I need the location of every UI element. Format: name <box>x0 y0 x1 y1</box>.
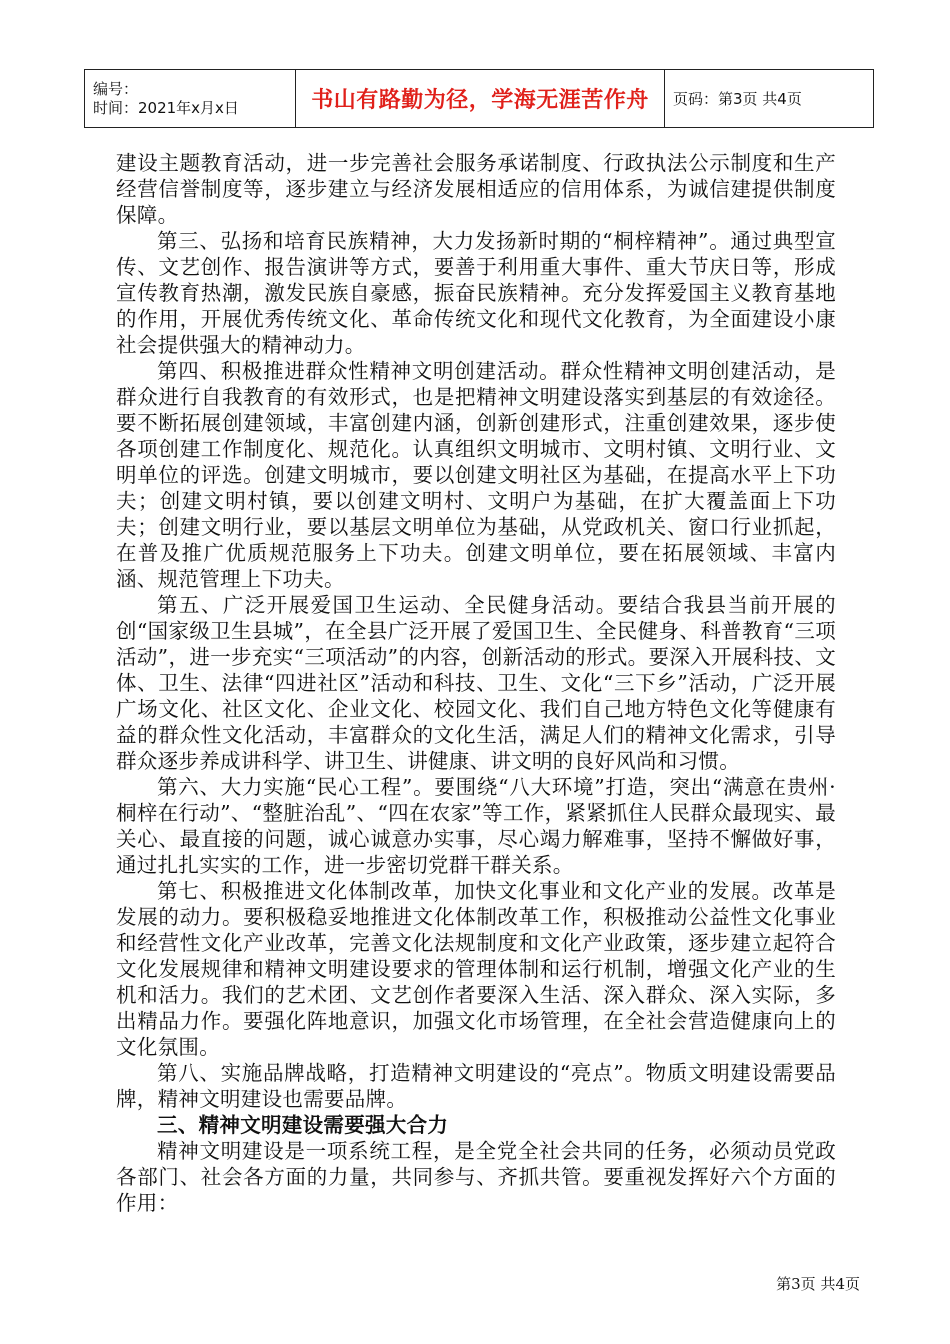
paragraph-eighth: 第八、实施品牌战略，打造精神文明建设的“亮点”。物质文明建设需要品牌，精神文明建设也需要品牌。 <box>116 1061 836 1111</box>
header-meta-cell <box>85 70 296 128</box>
paragraph-third: 第三、弘扬和培育民族精神，大力发扬新时期的“桐梓精神”。通过典型宣传、文艺创作、报告演讲等方式，要善于利用重大事件、重大节庆日等，形成宣传教育热潮，激发民族自豪感，振奋民族精神。充分发挥爱国主义教育基地的作用，开展优秀传统文化、革命传统文化和现代文化教育，为全面建设小康社会提供强大的精神动力。 <box>116 229 836 357</box>
paragraph-sixth: 第六、大力实施“民心工程”。要围绕“八大环境”打造，突出“满意在贵州·桐梓在行动”、“整脏治乱”、“四在农家”等工作，紧紧抓住人民群众最现实、最关心、最直接的问题，诚心诚意办实事，尽心竭力解难事，坚持不懈做好事，通过扎扎实实的工作，进一步密切党群干群关系。 <box>116 775 836 877</box>
header-motto: 书山有路勤为径，学海无涯苦作舟 <box>296 70 665 128</box>
page-footer: 第3页 共4页 <box>776 1275 860 1293</box>
section-heading: 三、精神文明建设需要强大合力 <box>157 1113 449 1137</box>
document-date: 时间：2021年x月x日 <box>93 98 239 117</box>
document-number-label: 编号： <box>93 79 139 98</box>
paragraph-continuation: 建设主题教育活动，进一步完善社会服务承诺制度、行政执法公示制度和生产经营信誉制度等，逐步建立与经济发展相适应的信用体系，为诚信建提供制度保障。 <box>116 151 836 227</box>
paragraph-fifth: 第五、广泛开展爱国卫生运动、全民健身活动。要结合我县当前开展的创“国家级卫生县城”，在全县广泛开展了爱国卫生、全民健身、科普教育“三项活动”，进一步充实“三项活动”的内容，创新活动的形式。要深入开展科技、文体、卫生、法律“四进社区”活动和科技、卫生、文化“三下乡”活动，广泛开展广场文化、社区文化、企业文化、校园文化、我们自己地方特色文化等健康有益的群众性文化活动，丰富群众的文化生活，满足人们的精神文化需求，引导群众逐步养成讲科学、讲卫生、讲健康、讲文明的良好风尚和习惯。 <box>116 593 836 773</box>
document-body <box>116 150 836 1216</box>
paragraph-fourth: 第四、积极推进群众性精神文明创建活动。群众性精神文明创建活动，是群众进行自我教育的有效形式，也是把精神文明建设落实到基层的有效途径。要不断拓展创建领域，丰富创建内涵，创新创建形式，注重创建效果，逐步使各项创建工作制度化、规范化。认真组织文明城市、文明村镇、文明行业、文明单位的评选。创建文明城市，要以创建文明社区为基础，在提高水平上下功夫；创建文明村镇，要以创建文明村、文明户为基础，在扩大覆盖面上下功夫；创建文明行业，要以基层文明单位为基础，从党政机关、窗口行业抓起，在普及推广优质规范服务上下功夫。创建文明单位，要在拓展领域、丰富内涵、规范管理上下功夫。 <box>116 359 836 591</box>
paragraph-closing: 精神文明建设是一项系统工程，是全党全社会共同的任务，必须动员党政各部门、社会各方面的力量，共同参与、齐抓共管。要重视发挥好六个方面的作用： <box>116 1139 836 1215</box>
page-header <box>84 69 874 128</box>
paragraph-seventh: 第七、积极推进文化体制改革，加快文化事业和文化产业的发展。改革是发展的动力。要积极稳妥地推进文化体制改革工作，积极推动公益性文化事业和经营性文化产业改革，完善文化法规制度和文化产业政策，逐步建立起符合文化发展规律和精神文明建设要求的管理体制和运行机制，增强文化产业的生机和活力。我们的艺术团、文艺创作者要深入生活、深入群众、深入实际，多出精品力作。要强化阵地意识，加强文化市场管理，在全社会营造健康向上的文化氛围。 <box>116 879 836 1059</box>
header-page-info: 页码：第3页 共4页 <box>665 70 874 128</box>
